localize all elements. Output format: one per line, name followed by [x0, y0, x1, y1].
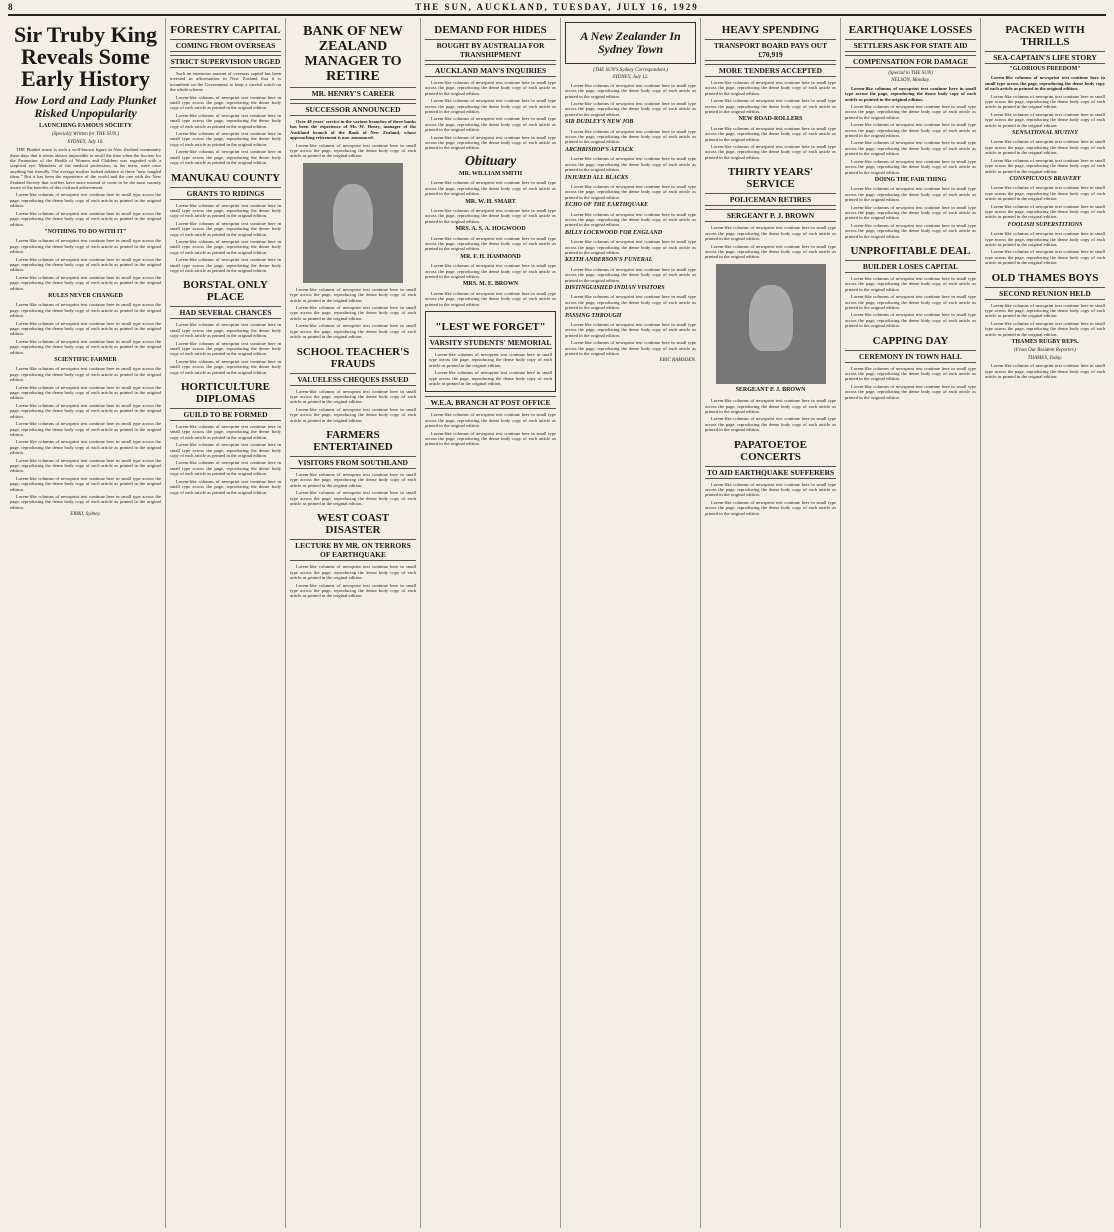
- body-text: Lorem-like columns of newsprint text continue here in small type across the page, reproducing the dense body copy of each article as printed in the original edition.: [565, 294, 696, 311]
- body-text: Lorem-like columns of newsprint text continue here in small type across the page, reproducing the dense body copy of each article as printed in the original edition.: [170, 340, 281, 357]
- body-text: Lorem-like columns of newsprint text continue here in small type across the page, reproducing the dense body copy of each article as printed in the original edition.: [845, 222, 976, 239]
- body-text: Lorem-like columns of newsprint text continue here in small type across the page, reproducing the dense body copy of each article as printed in the original edition.: [565, 101, 696, 117]
- article-headline: "LEST WE FORGET": [435, 321, 546, 333]
- subheading: TRANSPORT BOARD PAYS OUT £70,919: [705, 39, 836, 61]
- body-text: Lorem-like columns of newsprint text continue here in small type across the page, reproducing the dense body copy of each article as printed in the original edition.: [290, 471, 416, 488]
- body-text: Lorem-like columns of newsprint text continue here in small type across the page, reproducing the dense body copy of each article as printed in the original edition.: [290, 388, 416, 405]
- body-text: Lorem-like columns of newsprint text continue here in small type across the page, reproducing the dense body copy of each article as printed in the original edition.: [705, 144, 836, 160]
- body-text: Lorem-like columns of newsprint text continue here in small type across the page, reproducing the dense body copy of each article as printed in the original edition.: [985, 93, 1105, 110]
- body-text: Lorem-like columns of newsprint text continue here in small type across the page, reproducing the dense body copy of each article as printed in the original edition.: [845, 365, 976, 382]
- subheading: BUILDER LOSES CAPITAL: [845, 260, 976, 273]
- body-text: Lorem-like columns of newsprint text continue here in small type across the page, reproducing the dense body copy of each article as printed in the original edition.: [565, 239, 696, 255]
- body-text: Lorem-like columns of newsprint text continue here in small type across the page, reproducing the dense body copy of each article as printed in the original edition.: [425, 290, 556, 307]
- body-text: Lorem-like columns of newsprint text continue here in small type across the page, reproducing the dense body copy of each article as printed in the original edition.: [565, 82, 696, 99]
- body-text: Lorem-like columns of newsprint text continue here in small type across the page, reproducing the dense body copy of each article as printed in the original edition.: [425, 180, 556, 197]
- body-text: Lorem-like columns of newsprint text continue here in small type across the page, reproducing the dense body copy of each article as printed in the original edition.: [425, 235, 556, 252]
- body-text: Lorem-like columns of newsprint text continue here in small type across the page, reproducing the dense body copy of each article as printed in the original edition.: [425, 207, 556, 224]
- body-text: Lorem-like columns of newsprint text continue here in small type across the page, reproducing the dense body copy of each article as printed in the original edition.: [290, 406, 416, 423]
- body-text: Lorem-like columns of newsprint text continue here in small type across the page, reproducing the dense body copy of each article as printed in the original edition.: [845, 312, 976, 329]
- article-headline: HEAVY SPENDING: [721, 24, 820, 36]
- section-heading: NEW ROAD-ROLLERS: [738, 116, 803, 123]
- section-heading: LAUNCHING FAMOUS SOCIETY: [39, 123, 132, 129]
- subheading: STRICT SUPERVISION URGED: [170, 57, 281, 66]
- signoff: ERIC RAMSDEN.: [659, 358, 696, 364]
- body-text: Lorem-like columns of newsprint text continue here in small type across the page, reproducing the dense body copy of each article as printed in the original edition.: [170, 220, 281, 237]
- item-heading: ARCHBISHOP'S ATTACK: [565, 146, 633, 153]
- body-text: Lorem-like columns of newsprint text continue here in small type across the page, reproducing the dense body copy of each article as printed in the original edition.: [705, 80, 836, 96]
- body-text: Lorem-like columns of newsprint text continue here in small type across the page, reproducing the dense body copy of each article as printed in the original edition.: [429, 352, 552, 368]
- subheading: VALUELESS CHEQUES ISSUED: [290, 373, 416, 386]
- body-text: Lorem-like columns of newsprint text continue here in small type across the page, reproducing the dense body copy of each article as printed in the original edition.: [425, 412, 556, 429]
- subheading: SECOND REUNION HELD: [985, 287, 1105, 300]
- body-text: Lorem-like columns of newsprint text continue here in small type across the page, reproducing the dense body copy of each article as printed in the original edition.: [290, 323, 416, 340]
- body-text: Lorem-like columns of newsprint text continue here in small type across the page, reproducing the dense body copy of each article as printed in the original edition.: [985, 249, 1105, 266]
- body-text: Lorem-like columns of newsprint text continue here in small type across the page, reproducing the dense body copy of each article as printed in the original edition.: [170, 94, 281, 111]
- body-text: Lorem-like columns of newsprint text continue here in small type across the page, reproducing the dense body copy of each article as printed in the original edition.: [290, 582, 416, 599]
- body-text: Lorem-like columns of newsprint text continue here in small type across the page, reproducing the dense body copy of each article as printed in the original edition.: [10, 493, 161, 510]
- subheading: HAD SEVERAL CHANCES: [170, 306, 281, 319]
- article-headline: A New Zealander In Sydney Town: [580, 29, 681, 56]
- article-headline: SCHOOL TEACHER'S FRAUDS: [296, 345, 410, 370]
- byline: (THE SUN'S Sydney Correspondent.): [593, 68, 668, 73]
- section-heading: SENSATIONAL MUTINY: [1012, 130, 1078, 137]
- body-text: Lorem-like columns of newsprint text continue here in small type across the page, reproducing the dense body copy of each article as printed in the original edition.: [170, 460, 281, 477]
- body-text: Lorem-like columns of newsprint text continue here in small type across the page, reproducing the dense body copy of each article as printed in the original edition.: [845, 122, 976, 139]
- body-text: Lorem-like columns of newsprint text continue here in small type across the page, reproducing the dense body copy of each article as printed in the original edition.: [985, 231, 1105, 247]
- body-text: Lorem-like columns of newsprint text continue here in small type across the page, reproducing the dense body copy of each article as printed in the original edition.: [565, 322, 696, 338]
- body-text: Lorem-like columns of newsprint text continue here in small type across the page, reproducing the dense body copy of each article as printed in the original edition.: [10, 439, 161, 456]
- byline: (Special to THE SUN): [888, 71, 933, 76]
- body-text: Lorem-like columns of newsprint text continue here in small type across the page, reproducing the dense body copy of each article as printed in the original edition.: [10, 421, 161, 437]
- subheading: LECTURE BY MR. ON TERRORS OF EARTHQUAKE: [290, 539, 416, 561]
- body-text: Lorem-like columns of newsprint text continue here in small type across the page, reproducing the dense body copy of each article as printed in the original edition.: [565, 156, 696, 173]
- article-headline: PAPATOETOE CONCERTS: [734, 438, 807, 463]
- body-text: Lorem-like columns of newsprint text continue here in small type across the page, reproducing the dense body copy of each article as printed in the original edition.: [705, 98, 836, 115]
- subheading: AUCKLAND MAN'S INQUIRIES: [425, 64, 556, 77]
- dateline: SYDNEY, July 12.: [612, 75, 649, 81]
- body-text: Lorem-like columns of newsprint text continue here in small type across the page, reproducing the dense body copy of each article as printed in the original edition.: [10, 475, 161, 492]
- body-text: Lorem-like columns of newsprint text continue here in small type across the page, reproducing the dense body copy of each article as printed in the original edition.: [985, 302, 1105, 319]
- subheading: TO AID EARTHQUAKE SUFFERERS: [706, 467, 835, 477]
- column-6: [701, 18, 841, 1228]
- section-heading: FOOLISH SUPERSTITIONS: [1007, 221, 1083, 228]
- section-heading: RULES NEVER CHANGED: [48, 292, 123, 299]
- section-heading: THAMES RUGBY REPS.: [1011, 339, 1079, 346]
- body-text: Lorem-like columns of newsprint text continue here in small type across the page, reproducing the dense body copy of each article as printed in the original edition.: [170, 358, 281, 375]
- body-text: Lorem-like columns of newsprint text continue here in small type across the page, reproducing the dense body copy of each article as printed in the original edition.: [170, 442, 281, 459]
- subheading: SEA-CAPTAIN'S LIFE STORY: [985, 51, 1105, 64]
- article-headline: Sir Truby King Reveals Some Early History: [13, 22, 158, 91]
- body-text: THE Plunket nurse is such a well-known figure in New Zealand community these days that it seems almost impossible to recall the time when the Society for the Promotion of the Health of Women and Children was regarded with a sceptical eye. Members of the medical profession, in the main, were once anything but friendly. The average mother looked askance at these "new fangled ideas." But it has been the experience of the world and the one with the New Zealand Society that scoffers have since instead of come to be the most warmly aware of the benefits of this civilised achievement.: [10, 147, 161, 191]
- article-headline: BORSTAL ONLY PLACE: [183, 279, 268, 304]
- body-text: Lorem-like columns of newsprint text continue here in small type across the page, reproducing the dense body copy of each article as printed in the original edition.: [10, 274, 161, 291]
- article-headline: CAPPING DAY: [872, 334, 949, 347]
- item-heading: BILLY LOCKWOOD FOR ENGLAND: [565, 229, 663, 236]
- body-text: Lorem-like columns of newsprint text continue here in small type across the page, reproducing the dense body copy of each article as printed in the original edition.: [985, 75, 1105, 92]
- body-text: Lorem-like columns of newsprint text continue here in small type across the page, reproducing the dense body copy of each article as printed in the original edition.: [845, 275, 976, 292]
- body-text: Lorem-like columns of newsprint text continue here in small type across the page, reproducing the dense body copy of each article as printed in the original edition.: [705, 416, 836, 433]
- column-2: [166, 18, 286, 1228]
- body-text: Lorem-like columns of newsprint text continue here in small type across the page, reproducing the dense body copy of each article as printed in the original edition.: [10, 402, 161, 419]
- article-headline: DEMAND FOR HIDES: [434, 24, 547, 36]
- body-text: Lorem-like columns of newsprint text continue here in small type across the page, reproducing the dense body copy of each article as printed in the original edition.: [985, 320, 1105, 337]
- body-text: Lorem-like columns of newsprint text continue here in small type across the page, reproducing the dense body copy of each article as printed in the original edition.: [170, 322, 281, 339]
- body-text: Lorem-like columns of newsprint text continue here in small type across the page, reproducing the dense body copy of each article as printed in the original edition.: [10, 302, 161, 319]
- dateline: THAMES, Today.: [1027, 355, 1063, 361]
- body-text: Lorem-like columns of newsprint text continue here in small type across the page, reproducing the dense body copy of each article as printed in the original edition.: [985, 111, 1105, 128]
- body-text: Lorem-like columns of newsprint text continue here in small type across the page, reproducing the dense body copy of each article as printed in the original edition.: [290, 142, 416, 159]
- body-text: Lorem-like columns of newsprint text continue here in small type across the page, reproducing the dense body copy of each article as printed in the original edition.: [170, 424, 281, 440]
- body-text: Lorem-like columns of newsprint text continue here in small type across the page, reproducing the dense body copy of each article as printed in the original edition.: [425, 134, 556, 151]
- body-text: Lorem-like columns of newsprint text continue here in small type across the page, reproducing the dense body copy of each article as printed in the original edition.: [705, 398, 836, 414]
- section-heading: DOING THE FAIR THING: [874, 176, 947, 183]
- body-text: Lorem-like columns of newsprint text continue here in small type across the page, reproducing the dense body copy of each article as printed in the original edition.: [10, 210, 161, 227]
- item-heading: DISTINGUISHED INDIAN VISITORS: [565, 285, 665, 291]
- obituary-name: MR. W. H. SMART: [465, 198, 516, 205]
- body-text: Lorem-like columns of newsprint text continue here in small type across the page, reproducing the dense body copy of each article as printed in the original edition.: [705, 225, 836, 242]
- obituary-name: MRS. M. E. BROWN: [462, 281, 519, 288]
- body-text: Lorem-like columns of newsprint text continue here in small type across the page, reproducing the dense body copy of each article as printed in the original edition.: [565, 211, 696, 228]
- body-text: Lorem-like columns of newsprint text continue here in small type across the page, reproducing the dense body copy of each article as printed in the original edition.: [170, 478, 281, 495]
- section-heading: "GLORIOUS FREEDOM": [1009, 66, 1081, 72]
- section-heading: CONSPICUOUS BRAVERY: [1009, 175, 1081, 182]
- body-text: Lorem-like columns of newsprint text continue here in small type across the page, reproducing the dense body copy of each article as printed in the original edition.: [170, 112, 281, 129]
- obituary-name: MRS. A. S. A. HOGWOOD: [455, 226, 526, 233]
- subheading: SERGEANT P. J. BROWN: [705, 209, 836, 222]
- body-text: Lorem-like columns of newsprint text continue here in small type across the page, reproducing the dense body copy of each article as printed in the original edition.: [10, 320, 161, 337]
- body-text: Lorem-like columns of newsprint text continue here in small type across the page, reproducing the dense body copy of each article as printed in the original edition.: [425, 263, 556, 279]
- body-text: Lorem-like columns of newsprint text continue here in small type across the page, reproducing the dense body copy of each article as printed in the original edition.: [565, 266, 696, 283]
- article-headline: FARMERS ENTERTAINED: [313, 428, 393, 453]
- section-heading: SCIENTIFIC FARMER: [54, 357, 117, 364]
- body-text: Lorem-like columns of newsprint text continue here in small type across the page, reproducing the dense body copy of each article as printed in the original edition.: [10, 256, 161, 273]
- body-text: Lorem-like columns of newsprint text continue here in small type across the page, reproducing the dense body copy of each article as printed in the original edition.: [985, 157, 1105, 174]
- body-text: Lorem-like columns of newsprint text continue here in small type across the page, reproducing the dense body copy of each article as printed in the original edition.: [845, 85, 976, 102]
- body-text: Lorem-like columns of newsprint text continue here in small type across the page, reproducing the dense body copy of each article as printed in the original edition.: [845, 294, 976, 310]
- subheading: GUILD TO BE FORMED: [170, 408, 281, 421]
- article-headline: HORTICULTURE DIPLOMAS: [180, 381, 271, 406]
- subheading: BOUGHT BY AUSTRALIA FOR TRANSHIPMENT: [425, 39, 556, 61]
- body-text: Lorem-like columns of newsprint text continue here in small type across the page, reproducing the dense body copy of each article as printed in the original edition.: [425, 98, 556, 115]
- body-text: Lorem-like columns of newsprint text continue here in small type across the page, reproducing the dense body copy of each article as printed in the original edition.: [290, 305, 416, 321]
- body-text: Lorem-like columns of newsprint text continue here in small type across the page, reproducing the dense body copy of each article as printed in the original edition.: [425, 430, 556, 447]
- body-text: Lorem-like columns of newsprint text continue here in small type across the page, reproducing the dense body copy of each article as printed in the original edition.: [10, 457, 161, 474]
- body-text: Lorem-like columns of newsprint text continue here in small type across the page, reproducing the dense body copy of each article as printed in the original edition.: [845, 186, 976, 203]
- page-number: 8: [8, 2, 13, 12]
- body-text: Lorem-like columns of newsprint text continue here in small type across the page, reproducing the dense body copy of each article as printed in the original edition.: [425, 116, 556, 133]
- body-text: Lorem-like columns of newsprint text continue here in small type across the page, reproducing the dense body copy of each article as printed in the original edition.: [290, 490, 416, 506]
- body-text: Lorem-like columns of newsprint text continue here in small type across the page, reproducing the dense body copy of each article as printed in the original edition.: [429, 370, 552, 387]
- body-text: Lorem-like columns of newsprint text continue here in small type across the page, reproducing the dense body copy of each article as printed in the original edition.: [425, 80, 556, 96]
- byline: (Specially Written for THE SUN.): [51, 132, 120, 138]
- dateline: NELSON, Monday.: [891, 78, 930, 84]
- body-text: Lorem-like columns of newsprint text continue here in small type across the page, reproducing the dense body copy of each article as printed in the original edition.: [170, 238, 281, 255]
- signoff: ERIKI, Sydney.: [70, 512, 101, 518]
- column-8: [981, 18, 1109, 1228]
- portrait-photo: [716, 264, 826, 384]
- body-text: Lorem-like columns of newsprint text continue here in small type across the page, reproducing the dense body copy of each article as printed in the original edition.: [170, 202, 281, 219]
- subheading: MORE TENDERS ACCEPTED: [705, 64, 836, 77]
- body-text: Lorem-like columns of newsprint text continue here in small type across the page, reproducing the dense body copy of each article as printed in the original edition.: [290, 564, 416, 581]
- body-text: Lorem-like columns of newsprint text continue here in small type across the page, reproducing the dense body copy of each article as printed in the original edition.: [845, 383, 976, 400]
- body-text: Lorem-like columns of newsprint text continue here in small type across the page, reproducing the dense body copy of each article as printed in the original edition.: [170, 257, 281, 273]
- body-text: Lorem-like columns of newsprint text continue here in small type across the page, reproducing the dense body copy of each article as printed in the original edition.: [705, 481, 836, 498]
- body-text: Lorem-like columns of newsprint text continue here in small type across the page, reproducing the dense body copy of each article as printed in the original edition.: [845, 204, 976, 221]
- column-5: [561, 18, 701, 1228]
- body-text: Lorem-like columns of newsprint text continue here in small type across the page, reproducing the dense body copy of each article as printed in the original edition.: [565, 128, 696, 145]
- obituary-name: MR. WILLIAM SMITH: [458, 170, 523, 177]
- body-text: Lorem-like columns of newsprint text continue here in small type across the page, reproducing the dense body copy of each article as printed in the original edition.: [845, 104, 976, 120]
- subheading: SUCCESSOR ANNOUNCED: [290, 103, 416, 116]
- subheading: COMPENSATION FOR DAMAGE: [845, 55, 976, 68]
- body-text: Lorem-like columns of newsprint text continue here in small type across the page, reproducing the dense body copy of each article as printed in the original edition.: [705, 125, 836, 142]
- obituary-name: MR. F. H. HAMMOND: [460, 253, 521, 260]
- lead-paragraph: Over 48 years' service in the various branches of three banks has been the experience of Mr. W. Henry, manager of the Auckland branch of the Bank of New Zealand, whose approaching retirement is now announced.: [290, 119, 416, 141]
- article-headline: BANK OF NEW ZEALAND MANAGER TO RETIRE: [303, 24, 403, 84]
- body-text: Lorem-like columns of newsprint text continue here in small type across the page, reproducing the dense body copy of each article as printed in the original edition.: [845, 158, 976, 175]
- body-text: Lorem-like columns of newsprint text continue here in small type across the page, reproducing the dense body copy of each article as printed in the original edition.: [170, 149, 281, 166]
- item-heading: INJURED ALL BLACKS: [565, 174, 629, 181]
- article-headline: THIRTY YEARS' SERVICE: [727, 166, 814, 191]
- body-text: Lorem-like columns of newsprint text continue here in small type across the page, reproducing the dense body copy of each article as printed in the original edition.: [10, 384, 161, 401]
- subheading: SETTLERS ASK FOR STATE AID: [845, 39, 976, 52]
- photo-caption: SERGEANT P. J. BROWN: [735, 386, 806, 393]
- body-text: Lorem-like columns of newsprint text continue here in small type across the page, reproducing the dense body copy of each article as printed in the original edition.: [10, 238, 161, 255]
- body-text: Lorem-like columns of newsprint text continue here in small type across the page, reproducing the dense body copy of each article as printed in the original edition.: [290, 286, 416, 303]
- body-text: Lorem-like columns of newsprint text continue here in small type across the page, reproducing the dense body copy of each article as printed in the original edition.: [10, 192, 161, 209]
- masthead-title: THE SUN, AUCKLAND, TUESDAY, JULY 16, 1929: [415, 2, 699, 12]
- body-text: Lorem-like columns of newsprint text continue here in small type across the page, reproducing the dense body copy of each article as printed in the original edition.: [985, 203, 1105, 220]
- column-1: [6, 18, 166, 1228]
- body-text: Lorem-like columns of newsprint text continue here in small type across the page, reproducing the dense body copy of each article as printed in the original edition.: [170, 131, 281, 147]
- body-text: Lorem-like columns of newsprint text continue here in small type across the page, reproducing the dense body copy of each article as printed in the original edition.: [565, 340, 696, 357]
- masthead: [8, 0, 1106, 16]
- item-heading: ECHO OF THE EARTHQUAKE: [565, 202, 649, 209]
- body-text: Lorem-like columns of newsprint text continue here in small type across the page, reproducing the dense body copy of each article as printed in the original edition.: [705, 499, 836, 516]
- body-text: Lorem-like columns of newsprint text continue here in small type across the page, reproducing the dense body copy of each article as printed in the original edition.: [985, 363, 1105, 380]
- body-text: Lorem-like columns of newsprint text continue here in small type across the page, reproducing the dense body copy of each article as printed in the original edition.: [10, 338, 161, 355]
- body-text: Such an enormous amount of overseas capital has been invested in afforestation in New Zealand that it is incumbent on the Government to keep a careful watch on the whole scheme.: [170, 71, 281, 93]
- article-headline: FORESTRY CAPITAL: [170, 24, 281, 36]
- item-heading: PASSING THROUGH: [565, 312, 622, 319]
- column-7: [841, 18, 981, 1228]
- body-text: Lorem-like columns of newsprint text continue here in small type across the page, reproducing the dense body copy of each article as printed in the original edition.: [845, 140, 976, 157]
- article-subhead: How Lord and Lady Plunket Risked Unpopularity: [14, 93, 157, 120]
- subheading: POLICEMAN RETIRES: [705, 193, 836, 206]
- item-heading: KEITH ANDERSON'S FUNERAL: [565, 257, 653, 264]
- body-text: Lorem-like columns of newsprint text continue here in small type across the page, reproducing the dense body copy of each article as printed in the original edition.: [705, 243, 836, 260]
- body-text: Lorem-like columns of newsprint text continue here in small type across the page, reproducing the dense body copy of each article as printed in the original edition.: [565, 183, 696, 200]
- article-headline: PACKED WITH THRILLS: [1005, 24, 1085, 48]
- article-headline: EARTHQUAKE LOSSES: [848, 24, 973, 36]
- body-text: Lorem-like columns of newsprint text continue here in small type across the page, reproducing the dense body copy of each article as printed in the original edition.: [985, 185, 1105, 202]
- column-3: [286, 18, 421, 1228]
- item-heading: SIR DUDLEY'S NEW JOB: [565, 119, 634, 126]
- body-text: Lorem-like columns of newsprint text continue here in small type across the page, reproducing the dense body copy of each article as printed in the original edition.: [985, 139, 1105, 156]
- portrait-photo: [303, 163, 403, 283]
- byline: (From Our Resident Reporter.): [1014, 348, 1076, 354]
- obituary-heading: Obituary: [464, 153, 517, 169]
- subheading: GRANTS TO RIDINGS: [170, 187, 281, 200]
- subheading: W.E.A. BRANCH AT POST OFFICE: [425, 396, 556, 409]
- subheading: VISITORS FROM SOUTHLAND: [290, 456, 416, 469]
- subheading: CEREMONY IN TOWN HALL: [845, 350, 976, 363]
- column-4: [421, 18, 561, 1228]
- article-headline: UNPROFITABLE DEAL: [850, 244, 971, 257]
- article-headline: OLD THAMES BOYS: [991, 271, 1099, 284]
- section-heading: "NOTHING TO DO WITH IT": [44, 228, 127, 235]
- article-headline: MANUKAU COUNTY: [170, 171, 281, 184]
- subheading: MR. HENRY'S CAREER: [290, 87, 416, 100]
- subheading: VARSITY STUDENTS' MEMORIAL: [429, 338, 552, 347]
- subheading: COMING FROM OVERSEAS: [170, 39, 281, 52]
- article-headline: WEST COAST DISASTER: [316, 512, 390, 537]
- dateline: SYDNEY, July 10.: [67, 139, 104, 145]
- body-text: Lorem-like columns of newsprint text continue here in small type across the page, reproducing the dense body copy of each article as printed in the original edition.: [10, 366, 161, 383]
